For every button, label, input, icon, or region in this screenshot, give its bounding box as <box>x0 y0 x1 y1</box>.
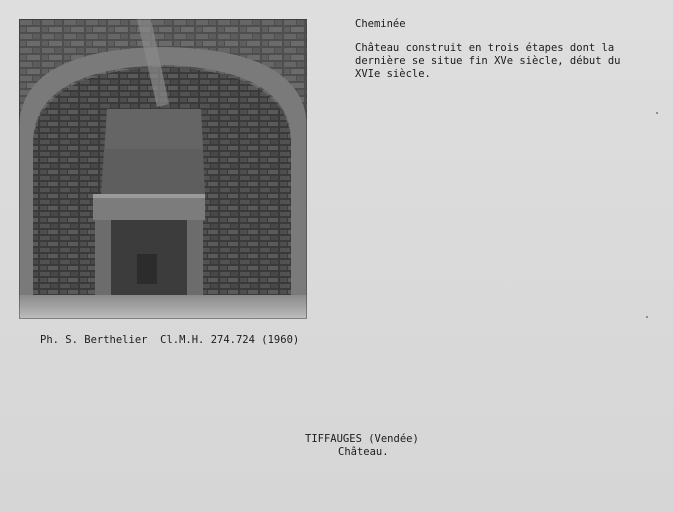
photographer: Ph. S. Berthelier <box>40 334 148 346</box>
fireplace-photograph <box>19 19 307 319</box>
archive-reference: Cl.M.H. 274.724 <box>160 334 255 346</box>
caption-description-line: dernière se situe fin XVe siècle, début du <box>355 55 621 67</box>
caption-description-line: Château construit en trois étapes dont la <box>355 42 615 54</box>
caption-title: Cheminée <box>355 18 406 30</box>
photo-credit <box>40 334 299 347</box>
dust-speck <box>646 316 648 318</box>
photo-year: (1960) <box>261 334 300 346</box>
dust-speck <box>656 112 658 114</box>
caption-description-line: XVIe siècle. <box>355 68 431 80</box>
location-place: TIFFAUGES (Vendée) <box>305 433 419 445</box>
location-building: Château. <box>338 446 389 458</box>
